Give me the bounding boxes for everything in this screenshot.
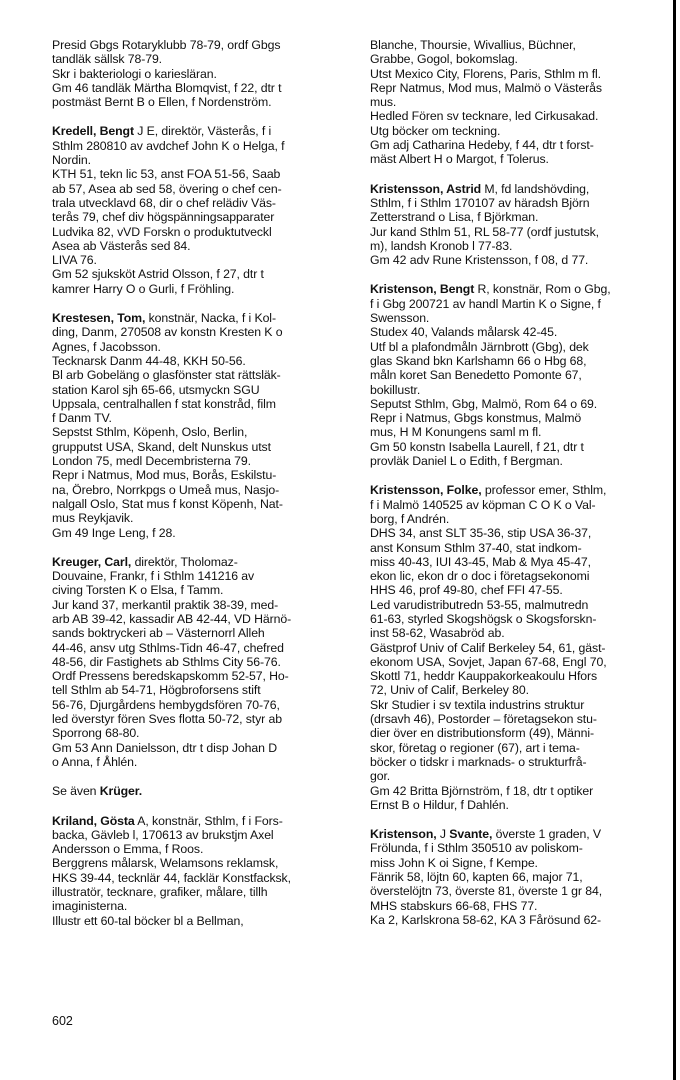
entry-text: Gm 53 Ann Danielsson, dtr t disp Johan D bbox=[52, 740, 277, 755]
entry-line bbox=[52, 726, 352, 740]
entry-text: Illustr ett 60-tal böcker bl a Bellman, bbox=[52, 913, 244, 928]
entry bbox=[52, 311, 352, 540]
entry-text: Utf bl a plafondmåln Järnbrott (Gbg), dek bbox=[370, 339, 589, 354]
entry-line bbox=[370, 440, 660, 454]
entry-text: Jur kand 37, merkantil praktik 38-39, med- bbox=[52, 597, 279, 612]
entry-text: m), landsh Kronob l 77-83. bbox=[370, 238, 513, 253]
entry-text: Gm 49 Inge Leng, f 28. bbox=[52, 525, 176, 540]
entry-line bbox=[52, 153, 352, 167]
entry-text: KTH 51, tekn lic 53, anst FOA 51-56, Saab bbox=[52, 167, 281, 182]
entry-text: Gm 42 Britta Björnström, f 18, dtr t optiker bbox=[370, 783, 594, 798]
entry-line bbox=[370, 454, 660, 468]
entry-text: M, fd landshövding, bbox=[481, 181, 590, 196]
entry-text: arb AB 39-42, kassadir AB 42-44, VD Härnö- bbox=[52, 611, 292, 626]
entry-text: J bbox=[436, 827, 450, 842]
entry bbox=[370, 483, 660, 812]
entry-line bbox=[370, 555, 660, 569]
entry-text: Se även bbox=[52, 784, 100, 799]
entry-line bbox=[52, 454, 352, 468]
entry-text: backa, Gävleb l, 170613 av brukstjm Axel bbox=[52, 827, 274, 842]
entry-line bbox=[370, 297, 660, 311]
cross-reference-name: Krüger. bbox=[99, 784, 143, 799]
entry-headword: Kriland, Gösta bbox=[52, 813, 135, 828]
entry-line bbox=[52, 311, 352, 325]
entry-text: 72, Univ of Calif, Berkeley 80. bbox=[370, 683, 529, 698]
entry-line bbox=[52, 655, 352, 669]
entry-text: Ludvika 82, vVD Forskn o produktutveckl bbox=[52, 224, 272, 239]
entry-text: R, konstnär, Rom o Gbg, bbox=[474, 282, 611, 297]
entry-headword: Kristensson, Folke, bbox=[370, 483, 482, 498]
entry-text: ding, Danm, 270508 av konstn Kresten K o bbox=[52, 325, 283, 340]
entry-text: Gm 50 konstn Isabella Laurell, f 21, dtr t bbox=[370, 439, 584, 454]
entry-line bbox=[370, 38, 660, 52]
entry-text: Ernst B o Hildur, f Dahlén. bbox=[370, 797, 509, 812]
entry-line bbox=[370, 368, 660, 382]
entry-text: grupputst USA, Skand, delt Nunskus utst bbox=[52, 439, 271, 454]
entry-line bbox=[52, 239, 352, 253]
entry-line bbox=[370, 397, 660, 411]
entry-text: terås 79, chef div högspänningsapparater bbox=[52, 210, 275, 225]
entry-line bbox=[52, 225, 352, 239]
entry-line bbox=[52, 468, 352, 482]
entry bbox=[52, 784, 352, 798]
entry-line bbox=[370, 95, 660, 109]
entry-text: nalgall Oslo, Stat mus f konst Köpenh, Nat- bbox=[52, 496, 283, 511]
entry-line bbox=[52, 196, 352, 210]
entry-text: Skottl 71, heddr Kauppakorkeakoulu Hfors bbox=[370, 669, 598, 684]
entry-text: f Danm TV. bbox=[52, 411, 112, 426]
entry-text: Agnes, f Jacobsson. bbox=[52, 339, 161, 354]
entry-headword: Kristenson, Bengt bbox=[370, 282, 475, 297]
entry-text: na, Örebro, Norrkpgs o Umeå mus, Nasjo- bbox=[52, 482, 280, 497]
entry-line bbox=[370, 498, 660, 512]
entry-line bbox=[370, 239, 660, 253]
entry-text: f i Gbg 200721 av handl Martin K o Signe, f bbox=[370, 296, 601, 311]
entry-line bbox=[52, 81, 352, 95]
entry-text: ekon lic, ekon dr o doc i företagsekonomi bbox=[370, 569, 590, 584]
entry-line bbox=[370, 827, 660, 841]
entry-headword: Kristensson, Astrid bbox=[370, 181, 482, 196]
entry-text: LIVA 76. bbox=[52, 253, 97, 268]
entry-text: ekonom USA, Sovjet, Japan 67-68, Engl 70, bbox=[370, 654, 607, 669]
entry-line bbox=[52, 814, 352, 828]
entry-text: överste 1 graden, V bbox=[492, 827, 602, 842]
entry bbox=[52, 38, 352, 109]
entry-line bbox=[52, 497, 352, 511]
entry-text: provläk Daniel L o Edith, f Bergman. bbox=[370, 454, 563, 469]
entry-line bbox=[52, 425, 352, 439]
entry-line bbox=[52, 885, 352, 899]
entry-text: mäst Albert H o Margot, f Tolerus. bbox=[370, 152, 549, 167]
entry-text: HKS 39-44, tecknlär 44, facklär Konstfacksk, bbox=[52, 870, 291, 885]
entry-text: inst 58-62, Wasabröd ab. bbox=[370, 626, 505, 641]
entry-text: Douvaine, Frankr, f i Sthlm 141216 av bbox=[52, 569, 255, 584]
entry-line bbox=[370, 698, 660, 712]
entry-text: borg, f Andrén. bbox=[370, 511, 450, 526]
entry-line bbox=[52, 67, 352, 81]
entry bbox=[370, 827, 660, 927]
entry-text: Skr i bakteriologi o kariesläran. bbox=[52, 66, 217, 81]
entry-text: Blanche, Thoursie, Wivallius, Büchner, bbox=[370, 38, 576, 52]
entry-line bbox=[370, 483, 660, 497]
entry-line bbox=[370, 784, 660, 798]
entry-line bbox=[52, 397, 352, 411]
entry-line bbox=[370, 67, 660, 81]
entry-line bbox=[370, 612, 660, 626]
entry-line bbox=[52, 641, 352, 655]
entry-line bbox=[370, 856, 660, 870]
entry-line bbox=[370, 383, 660, 397]
entry-line bbox=[370, 598, 660, 612]
entry-line bbox=[370, 899, 660, 913]
entry-text: överstelöjtn 73, överste 81, överste 1 gr 84, bbox=[370, 884, 603, 899]
entry bbox=[52, 555, 352, 769]
entry-text: Gästprof Univ of Calif Berkeley 54, 61, gäst- bbox=[370, 640, 606, 655]
left-column bbox=[52, 38, 352, 943]
entry bbox=[370, 282, 660, 468]
entry-line bbox=[370, 798, 660, 812]
entry-line bbox=[52, 52, 352, 66]
entry-text: imaginisterna. bbox=[52, 899, 128, 914]
entry-line bbox=[370, 210, 660, 224]
entry-line bbox=[370, 841, 660, 855]
entry-text: sands boktryckeri ab – Västernorrl Alleh bbox=[52, 626, 265, 641]
page-number: 602 bbox=[52, 1014, 73, 1028]
entry-text: Sepstst Sthlm, Köpenh, Oslo, Berlin, bbox=[52, 425, 248, 440]
entry-text: 61-63, styrled Skogshögsk o Skogsforskn- bbox=[370, 611, 597, 626]
entry-text: civing Torsten K o Elsa, f Tamm. bbox=[52, 583, 224, 598]
entry-text: Gm 52 sjuksköt Astrid Olsson, f 27, dtr t bbox=[52, 267, 264, 282]
entry-line bbox=[370, 726, 660, 740]
entry-line bbox=[370, 569, 660, 583]
entry-text: Frölunda, f i Sthlm 350510 av poliskom- bbox=[370, 841, 583, 856]
entry-line bbox=[52, 440, 352, 454]
entry-text: Sthlm, f i Sthlm 170107 av häradsh Björn bbox=[370, 195, 590, 210]
entry-line bbox=[370, 311, 660, 325]
entry-text: Sporrong 68-80. bbox=[52, 726, 140, 741]
entry-line bbox=[52, 267, 352, 281]
entry-text: Jur kand Sthlm 51, RL 58-77 (ordf justutsk, bbox=[370, 224, 599, 239]
entry-text: postmäst Bernt B o Ellen, f Nordenström. bbox=[52, 95, 272, 110]
entry-text: tell Sthlm ab 54-71, Högbroforsens stift bbox=[52, 683, 261, 698]
entry-line bbox=[52, 340, 352, 354]
entry-headword: Kristenson, bbox=[370, 827, 437, 842]
entry-line bbox=[52, 38, 352, 52]
entry-text: (drsavh 46), Postorder – företagsekon stu- bbox=[370, 712, 597, 727]
entry-text: kamrer Harry O o Gurli, f Fröhling. bbox=[52, 281, 235, 296]
entry-text: miss John K oi Signe, f Kempe. bbox=[370, 855, 538, 870]
entry-line bbox=[52, 842, 352, 856]
entry-line bbox=[370, 253, 660, 267]
entry-text: HHS 46, prof 49-80, chef FFI 47-55. bbox=[370, 583, 563, 598]
entry-text: Andersson o Emma, f Roos. bbox=[52, 842, 204, 857]
entry-line bbox=[52, 383, 352, 397]
entry-line bbox=[370, 196, 660, 210]
entry-text: Utst Mexico City, Florens, Paris, Sthlm m fl. bbox=[370, 66, 602, 81]
entry-text: 44-46, ansv utg Sthlms-Tidn 46-47, chefred bbox=[52, 640, 284, 655]
entry-text: Presid Gbgs Rotaryklubb 78-79, ordf Gbgs bbox=[52, 38, 281, 52]
entry-text: Tecknarsk Danm 44-48, KKH 50-56. bbox=[52, 353, 246, 368]
entry-text: 48-56, dir Fastighets ab Sthlms City 56-76. bbox=[52, 654, 281, 669]
entry-text: London 75, medl Decembristerna 79. bbox=[52, 454, 251, 469]
entry-line bbox=[52, 683, 352, 697]
entry-line bbox=[52, 569, 352, 583]
entry-text: Studex 40, Valands målarsk 42-45. bbox=[370, 325, 558, 340]
entry-line bbox=[370, 124, 660, 138]
entry-text: Ka 2, Karlskrona 58-62, KA 3 Fårösund 62- bbox=[370, 912, 602, 927]
entry-line bbox=[370, 512, 660, 526]
entry-text: Asea ab Västerås sed 84. bbox=[52, 238, 191, 253]
entry-text: böcker o tidskr i marknads- o strukturfrå- bbox=[370, 754, 587, 769]
entry-text: bokillustr. bbox=[370, 382, 421, 397]
entry-line bbox=[370, 282, 660, 296]
entry-line bbox=[52, 368, 352, 382]
entry-line bbox=[52, 511, 352, 525]
entry-line bbox=[370, 354, 660, 368]
entry-text: Repr Natmus, Mod mus, Malmö o Västerås bbox=[370, 80, 602, 95]
entry-text: miss 40-43, IUI 43-45, Mab & Mya 45-47, bbox=[370, 554, 591, 569]
entry-text: tandläk sällsk 78-79. bbox=[52, 52, 163, 67]
entry-text: Skr Studier i sv textila industrins struktur bbox=[370, 697, 585, 712]
entry-line bbox=[370, 425, 660, 439]
entry-line bbox=[52, 698, 352, 712]
entry-line bbox=[52, 354, 352, 368]
entry-line bbox=[52, 95, 352, 109]
entry-line bbox=[52, 210, 352, 224]
entry-text: Ordf Pressens beredskapskomm 52-57, Ho- bbox=[52, 669, 289, 684]
entry-text: skor, företag o regioner (67), art i tema- bbox=[370, 740, 580, 755]
entry-line bbox=[370, 712, 660, 726]
entry-line bbox=[370, 182, 660, 196]
entry-line bbox=[52, 669, 352, 683]
entry-line bbox=[52, 612, 352, 626]
entry-text: mus Reykjavik. bbox=[52, 511, 134, 526]
entry-text: konstnär, Nacka, f i Kol- bbox=[145, 311, 276, 326]
entry-line bbox=[370, 340, 660, 354]
entry-line bbox=[370, 81, 660, 95]
entry-text: trala utvecklavd 68, dir o chef relädiv Väs- bbox=[52, 195, 276, 210]
entry-line bbox=[370, 655, 660, 669]
entry-line bbox=[52, 741, 352, 755]
entry-text: mus, H M Konungens saml m fl. bbox=[370, 425, 542, 440]
entry-line bbox=[52, 871, 352, 885]
entry-text: Zetterstrand o Lisa, f Björkman. bbox=[370, 210, 539, 225]
entry-line bbox=[370, 52, 660, 66]
entry-text: Hedled Fören sv tecknare, led Cirkusakad. bbox=[370, 109, 599, 124]
entry-text: o Anna, f Åhlén. bbox=[52, 754, 138, 769]
entry-text: Bl arb Gobeläng o glasfönster stat rättsläk- bbox=[52, 368, 281, 383]
entry-line bbox=[52, 583, 352, 597]
entry-text: J E, direktör, Västerås, f i bbox=[133, 124, 272, 139]
entry-line bbox=[52, 483, 352, 497]
entry-text: ab 57, Asea ab sed 58, övering o chef cen- bbox=[52, 181, 282, 196]
entry-line bbox=[52, 526, 352, 540]
entry-text: måln koret San Benedetto Pomonte 67, bbox=[370, 368, 582, 383]
entry-line bbox=[52, 167, 352, 181]
entry-line bbox=[52, 626, 352, 640]
entry-line bbox=[370, 138, 660, 152]
entry-text: mus. bbox=[370, 95, 397, 110]
entry-text: anst Konsum Sthlm 37-40, stat indkom- bbox=[370, 540, 582, 555]
entry-line bbox=[52, 139, 352, 153]
entry-line bbox=[370, 870, 660, 884]
entry-text: Fänrik 58, löjtn 60, kapten 66, major 71, bbox=[370, 870, 583, 885]
entry bbox=[370, 38, 660, 167]
entry-text: Swensson. bbox=[370, 311, 430, 326]
entry-line bbox=[52, 124, 352, 138]
entry-line bbox=[52, 712, 352, 726]
entry-line bbox=[52, 253, 352, 267]
entry-line bbox=[370, 109, 660, 123]
entry-text: Repr i Natmus, Gbgs konstmus, Malmö bbox=[370, 411, 582, 426]
entry-text: MHS stabskurs 66-68, FHS 77. bbox=[370, 898, 538, 913]
entry-line bbox=[370, 626, 660, 640]
entry bbox=[52, 124, 352, 296]
entry-line bbox=[370, 683, 660, 697]
entry-text: Uppsala, centralhallen f stat konstråd, film bbox=[52, 396, 276, 411]
entry-line bbox=[52, 182, 352, 196]
entry-line bbox=[52, 784, 352, 798]
entry-text: Led varudistributredn 53-55, malmutredn bbox=[370, 597, 589, 612]
entry-headword: Svante, bbox=[449, 827, 493, 842]
entry-line bbox=[52, 555, 352, 569]
entry-text: led överstyr fören Sves flotta 50-72, styr ab bbox=[52, 712, 282, 727]
entry-text: professor emer, Sthlm, bbox=[481, 483, 607, 498]
entry-line bbox=[52, 598, 352, 612]
entry-headword: Kreuger, Carl, bbox=[52, 554, 132, 569]
entry-line bbox=[370, 755, 660, 769]
entry-line bbox=[52, 856, 352, 870]
entry-line bbox=[370, 411, 660, 425]
entry-line bbox=[370, 152, 660, 166]
entry-line bbox=[52, 325, 352, 339]
entry-line bbox=[52, 828, 352, 842]
entry-text: Seputst Sthlm, Gbg, Malmö, Rom 64 o 69. bbox=[370, 396, 598, 411]
entry-text: Gm adj Catharina Hedeby, f 44, dtr t forst- bbox=[370, 138, 594, 153]
entry-text: Berggrens målarsk, Welamsons reklamsk, bbox=[52, 856, 279, 871]
entry-line bbox=[370, 741, 660, 755]
entry-line bbox=[370, 325, 660, 339]
entry-text: Gm 46 tandläk Märtha Blomqvist, f 22, dtr t bbox=[52, 80, 282, 95]
entry-text: illustratör, tecknare, grafiker, målare, tillh bbox=[52, 885, 268, 900]
entry-line bbox=[52, 899, 352, 913]
entry-text: Nordin. bbox=[52, 153, 91, 168]
entry-line bbox=[52, 282, 352, 296]
entry-text: A, konstnär, Sthlm, f i Fors- bbox=[134, 813, 283, 828]
entry-line bbox=[52, 914, 352, 928]
entry-text: 56-76, Djurgårdens hembygdsfören 70-76, bbox=[52, 697, 280, 712]
entry-text: gor. bbox=[370, 769, 391, 784]
entry-text: f i Malmö 140525 av köpman C O K o Val- bbox=[370, 497, 596, 512]
entry bbox=[370, 182, 660, 268]
entry-text: Repr i Natmus, Mod mus, Borås, Eskilstu- bbox=[52, 468, 277, 483]
entry-line bbox=[370, 884, 660, 898]
entry-line bbox=[370, 225, 660, 239]
entry-text: dier över en distributionsform (49), Männi- bbox=[370, 726, 594, 741]
entry-line bbox=[370, 641, 660, 655]
entry-headword: Kredell, Bengt bbox=[52, 124, 134, 139]
entry-headword: Krestesen, Tom, bbox=[52, 311, 146, 326]
entry bbox=[52, 814, 352, 928]
entry-line bbox=[370, 769, 660, 783]
entry-text: Utg böcker om teckning. bbox=[370, 123, 501, 138]
entry-line bbox=[370, 526, 660, 540]
entry-text: Gm 42 adv Rune Kristensson, f 08, d 77. bbox=[370, 253, 589, 268]
entry-line bbox=[52, 755, 352, 769]
entry-line bbox=[370, 541, 660, 555]
entry-text: Sthlm 280810 av avdchef John K o Helga, f bbox=[52, 138, 285, 153]
entry-text: station Karol sjh 65-66, utsmyckn SGU bbox=[52, 382, 260, 397]
entry-text: Grabbe, Gogol, bokomslag. bbox=[370, 52, 518, 67]
entry-line bbox=[370, 669, 660, 683]
entry-line bbox=[370, 583, 660, 597]
right-column bbox=[370, 38, 660, 942]
entry-text: glas Skand bkn Karlshamn 66 o Hbg 68, bbox=[370, 353, 587, 368]
entry-line bbox=[370, 913, 660, 927]
entry-text: DHS 34, anst SLT 35-36, stip USA 36-37, bbox=[370, 526, 592, 541]
entry-line bbox=[52, 411, 352, 425]
entry-text: direktör, Tholomaz- bbox=[131, 554, 238, 569]
